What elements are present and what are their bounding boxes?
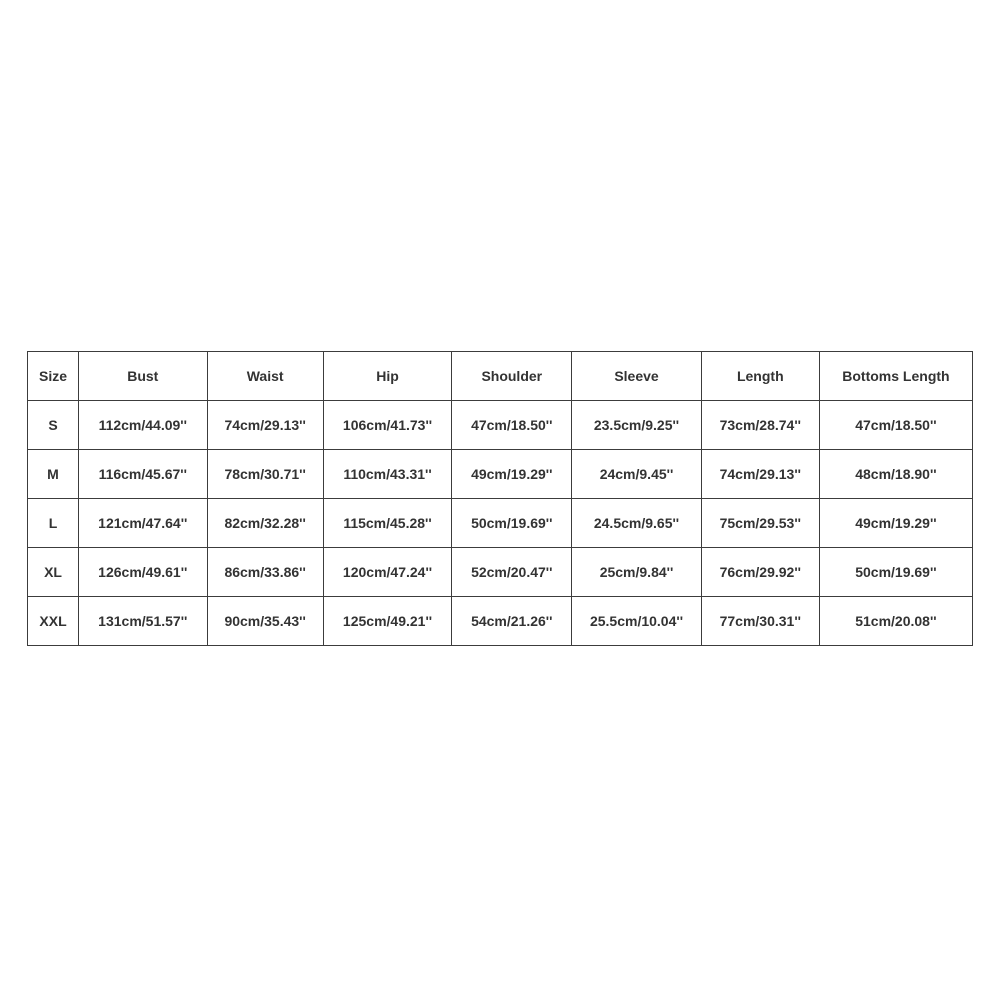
measurement-cell: 116cm/45.67'' bbox=[79, 450, 208, 499]
size-chart-body bbox=[28, 401, 973, 646]
column-header-hip: Hip bbox=[323, 352, 452, 401]
measurement-cell: 77cm/30.31'' bbox=[701, 597, 819, 646]
measurement-cell: 49cm/19.29'' bbox=[819, 499, 972, 548]
measurement-cell: 82cm/32.28'' bbox=[207, 499, 323, 548]
table-row-size-xl bbox=[28, 548, 973, 597]
column-header-shoulder: Shoulder bbox=[452, 352, 572, 401]
size-chart-table bbox=[27, 351, 973, 646]
size-label-cell: M bbox=[28, 450, 79, 499]
measurement-cell: 110cm/43.31'' bbox=[323, 450, 452, 499]
measurement-cell: 115cm/45.28'' bbox=[323, 499, 452, 548]
measurement-cell: 50cm/19.69'' bbox=[819, 548, 972, 597]
measurement-cell: 54cm/21.26'' bbox=[452, 597, 572, 646]
table-row-size-s bbox=[28, 401, 973, 450]
table-row-size-xxl bbox=[28, 597, 973, 646]
measurement-cell: 126cm/49.61'' bbox=[79, 548, 208, 597]
measurement-cell: 52cm/20.47'' bbox=[452, 548, 572, 597]
size-label-cell: L bbox=[28, 499, 79, 548]
size-label-cell: XL bbox=[28, 548, 79, 597]
measurement-cell: 48cm/18.90'' bbox=[819, 450, 972, 499]
measurement-cell: 106cm/41.73'' bbox=[323, 401, 452, 450]
size-chart-head bbox=[28, 352, 973, 401]
measurement-cell: 131cm/51.57'' bbox=[79, 597, 208, 646]
measurement-cell: 24cm/9.45'' bbox=[572, 450, 701, 499]
measurement-cell: 74cm/29.13'' bbox=[701, 450, 819, 499]
table-row-size-l bbox=[28, 499, 973, 548]
measurement-cell: 50cm/19.69'' bbox=[452, 499, 572, 548]
column-header-waist: Waist bbox=[207, 352, 323, 401]
measurement-cell: 86cm/33.86'' bbox=[207, 548, 323, 597]
measurement-cell: 47cm/18.50'' bbox=[452, 401, 572, 450]
measurement-cell: 90cm/35.43'' bbox=[207, 597, 323, 646]
measurement-cell: 24.5cm/9.65'' bbox=[572, 499, 701, 548]
measurement-cell: 121cm/47.64'' bbox=[79, 499, 208, 548]
measurement-cell: 25cm/9.84'' bbox=[572, 548, 701, 597]
measurement-cell: 125cm/49.21'' bbox=[323, 597, 452, 646]
measurement-cell: 74cm/29.13'' bbox=[207, 401, 323, 450]
size-label-cell: XXL bbox=[28, 597, 79, 646]
measurement-cell: 49cm/19.29'' bbox=[452, 450, 572, 499]
measurement-cell: 47cm/18.50'' bbox=[819, 401, 972, 450]
header-row bbox=[28, 352, 973, 401]
measurement-cell: 112cm/44.09'' bbox=[79, 401, 208, 450]
column-header-bust: Bust bbox=[79, 352, 208, 401]
measurement-cell: 75cm/29.53'' bbox=[701, 499, 819, 548]
size-label-cell: S bbox=[28, 401, 79, 450]
size-chart bbox=[27, 351, 973, 646]
table-row-size-m bbox=[28, 450, 973, 499]
measurement-cell: 51cm/20.08'' bbox=[819, 597, 972, 646]
measurement-cell: 25.5cm/10.04'' bbox=[572, 597, 701, 646]
measurement-cell: 120cm/47.24'' bbox=[323, 548, 452, 597]
measurement-cell: 76cm/29.92'' bbox=[701, 548, 819, 597]
measurement-cell: 73cm/28.74'' bbox=[701, 401, 819, 450]
column-header-sleeve: Sleeve bbox=[572, 352, 701, 401]
measurement-cell: 23.5cm/9.25'' bbox=[572, 401, 701, 450]
column-header-length: Length bbox=[701, 352, 819, 401]
column-header-size: Size bbox=[28, 352, 79, 401]
column-header-bottoms-length: Bottoms Length bbox=[819, 352, 972, 401]
measurement-cell: 78cm/30.71'' bbox=[207, 450, 323, 499]
